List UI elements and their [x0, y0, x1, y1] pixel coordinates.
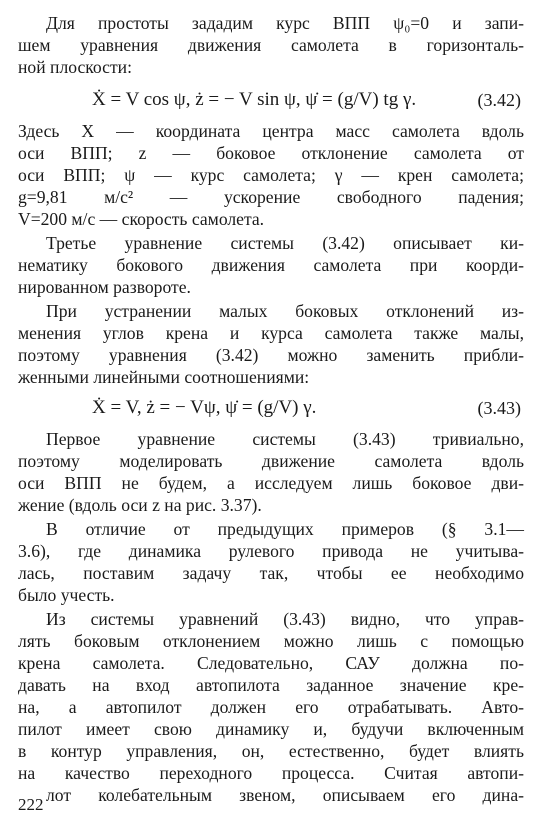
- text-line: оси ВПП; z — боковое отклонение самолета от: [18, 143, 524, 163]
- text-line: поэтому уравнения (3.42) можно заменить прибли-: [18, 345, 524, 365]
- equation-body: Ẋ = V, ż = − Vψ, ψ̇ = (g/V) γ.: [92, 397, 317, 418]
- text-line: жение (вдоль оси z на рис. 3.37).: [18, 495, 262, 515]
- text-line: лять боковым отклонением можно лишь с помощью: [18, 631, 524, 651]
- text-line: Первое уравнение системы (3.43) тривиально,: [46, 429, 524, 449]
- text-line: Для простоты зададим курс ВПП ψ₀=0 и запи-: [46, 13, 524, 33]
- text-line: поэтому моделировать движение самолета вдоль: [18, 451, 524, 471]
- text-line: пилот имеет свою динамику и, будучи включенным: [18, 719, 524, 739]
- text-line: давать на вход автопилота заданное значение кре-: [18, 675, 524, 695]
- text-line: g=9,81 м/с² — ускорение свободного падения;: [18, 187, 524, 207]
- text-line: менения углов крена и курса самолета также малы,: [18, 323, 524, 343]
- text-line: Третье уравнение системы (3.42) описывает ки-: [46, 233, 524, 253]
- text-line: крена самолета. Следовательно, САУ должна по-: [18, 653, 524, 673]
- text-line: лот колебательным звеном, описываем его дина-: [46, 785, 524, 805]
- text-line: В отличие от предыдущих примеров (§ 3.1—: [46, 519, 524, 539]
- text-line: женными линейными соотношениями:: [18, 367, 310, 387]
- text-line: V=200 м/с — скорость самолета.: [18, 209, 265, 229]
- text-line: лась, поставим задачу так, чтобы ее необходимо: [18, 563, 524, 583]
- equation-3-42: [0, 86, 535, 114]
- equation-body: Ẋ = V cos ψ, ż = − V sin ψ, ψ̇ = (g/V) tg γ.: [92, 89, 417, 110]
- text-line: оси ВПП не будем, а исследуем лишь боковое дви-: [18, 473, 524, 493]
- text-line: Из системы уравнений (3.43) видно, что управ-: [46, 609, 524, 629]
- equation-number: (3.42): [477, 90, 521, 110]
- equation-3-43: [0, 394, 535, 422]
- text-line: Здесь X — координата центра масс самолета вдоль: [18, 121, 524, 141]
- text-line: в контур управления, он, естественно, будет влиять: [18, 741, 524, 761]
- page-number: 222: [18, 795, 44, 814]
- text-line: на, а автопилот должен его отрабатывать. Авто-: [18, 697, 524, 717]
- text-line: оси ВПП; ψ — курс самолета; γ — крен самолета;: [18, 165, 524, 185]
- text-line: шем уравнения движения самолета в горизонталь-: [18, 35, 524, 55]
- text-line: было учесть.: [18, 585, 115, 605]
- text-line: нированном развороте.: [18, 277, 191, 297]
- text-line: 3.6), где динамика рулевого привода не учитыва-: [18, 541, 524, 561]
- text-line: ной плоскости:: [18, 57, 132, 77]
- equation-number: (3.43): [477, 398, 521, 418]
- text-line: на качество переходного процесса. Считая автопи-: [18, 763, 524, 783]
- text-line: При устранении малых боковых отклонений из-: [46, 301, 524, 321]
- text-line: нематику бокового движения самолета при коорди-: [18, 255, 524, 275]
